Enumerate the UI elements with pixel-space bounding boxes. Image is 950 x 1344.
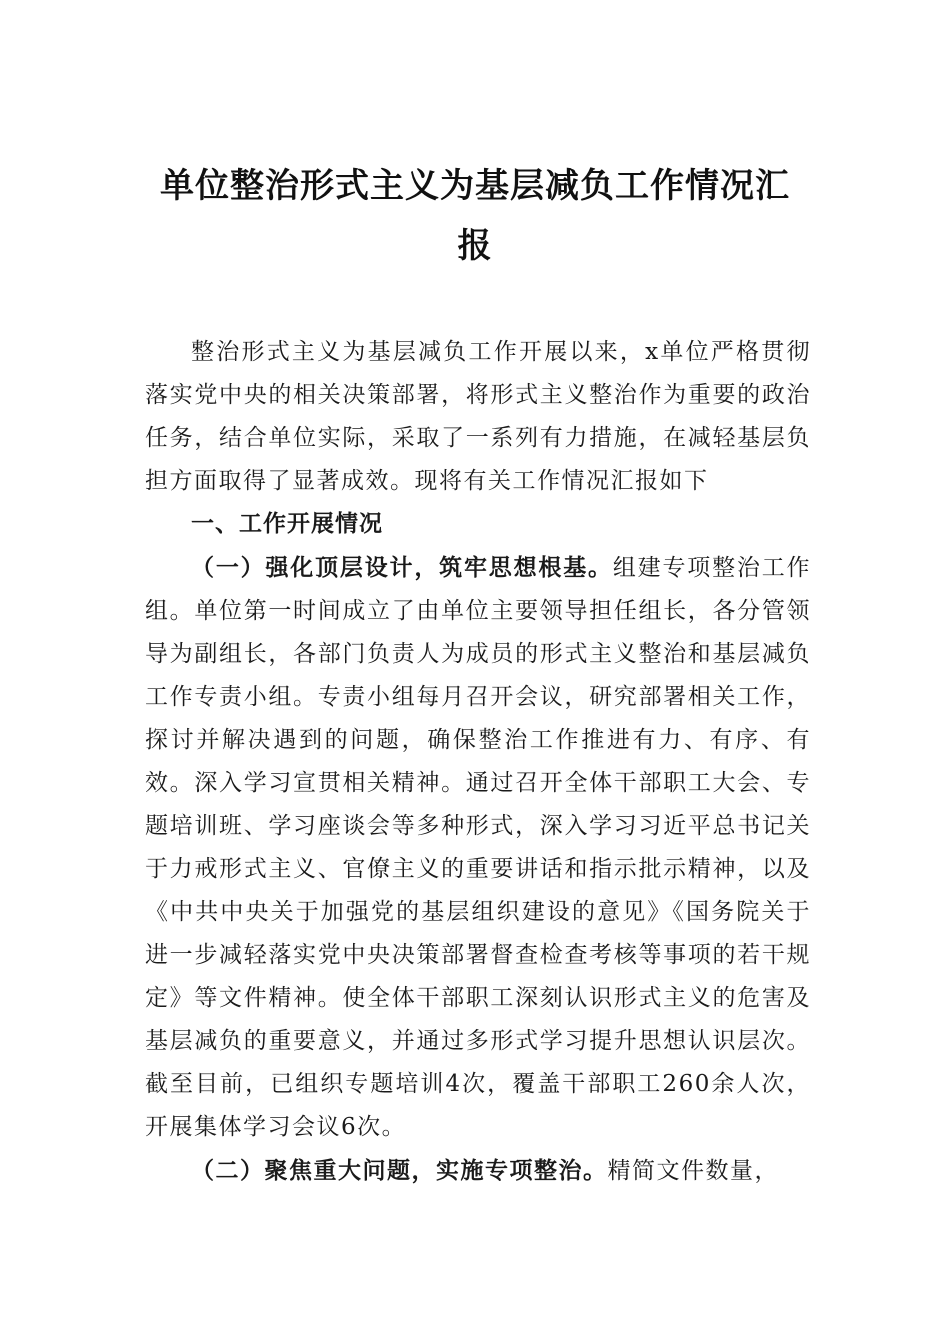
- paragraph-part-2: [145, 1149, 811, 1193]
- intro-paragraph: 整治形式主义为基层减负工作开展以来，x单位严格贯彻落实党中央的相关决策部署，将形式主义整治作为重要的政治任务，结合单位实际，采取了一系列有力措施，在减轻基层负担方面取得了显著成效。现将有关工作情况汇报如下: [145, 339, 811, 494]
- paragraph-part-1: [145, 546, 811, 1149]
- document-body: [145, 331, 811, 1193]
- part-2-heading: （二）聚焦重大问题，实施专项整治。: [191, 1157, 608, 1184]
- document-title: 单位整治形式主义为基层减负工作情况汇报: [160, 166, 790, 266]
- part-1-body: 组建专项整治工作组。单位第一时间成立了由单位主要领导担任组长，各分管领导为副组长，各部门负责人为成员的形式主义整治和基层减负工作专责小组。专责小组每月召开会议，研究部署相关工作，探讨并解决遇到的问题，确保整治工作推进有力、有序、有效。深入学习宣贯相关精神。通过召开全体干部职工大会、专题培训班、学习座谈会等多种形式，深入学习习近平总书记关于力戒形式主义、官僚主义的重要讲话和指示批示精神，以及《中共中央关于加强党的基层组织建设的意见》《国务院关于进一步减轻落实党中央决策部署督查检查考核等事项的若干规定》等文件精神。使全体干部职工深刻认识形式主义的危害及基层减负的重要意义，并通过多形式学习提升思想认识层次。截至目前，已组织专题培训4次，覆盖干部职工260余人次，开展集体学习会议6次。: [145, 555, 811, 1140]
- part-2-body: 精简文件数量，: [607, 1158, 779, 1184]
- part-1-heading: （一）强化顶层设计，筑牢思想根基。: [191, 554, 613, 581]
- section-heading-work-progress: 一、工作开展情况: [191, 511, 383, 537]
